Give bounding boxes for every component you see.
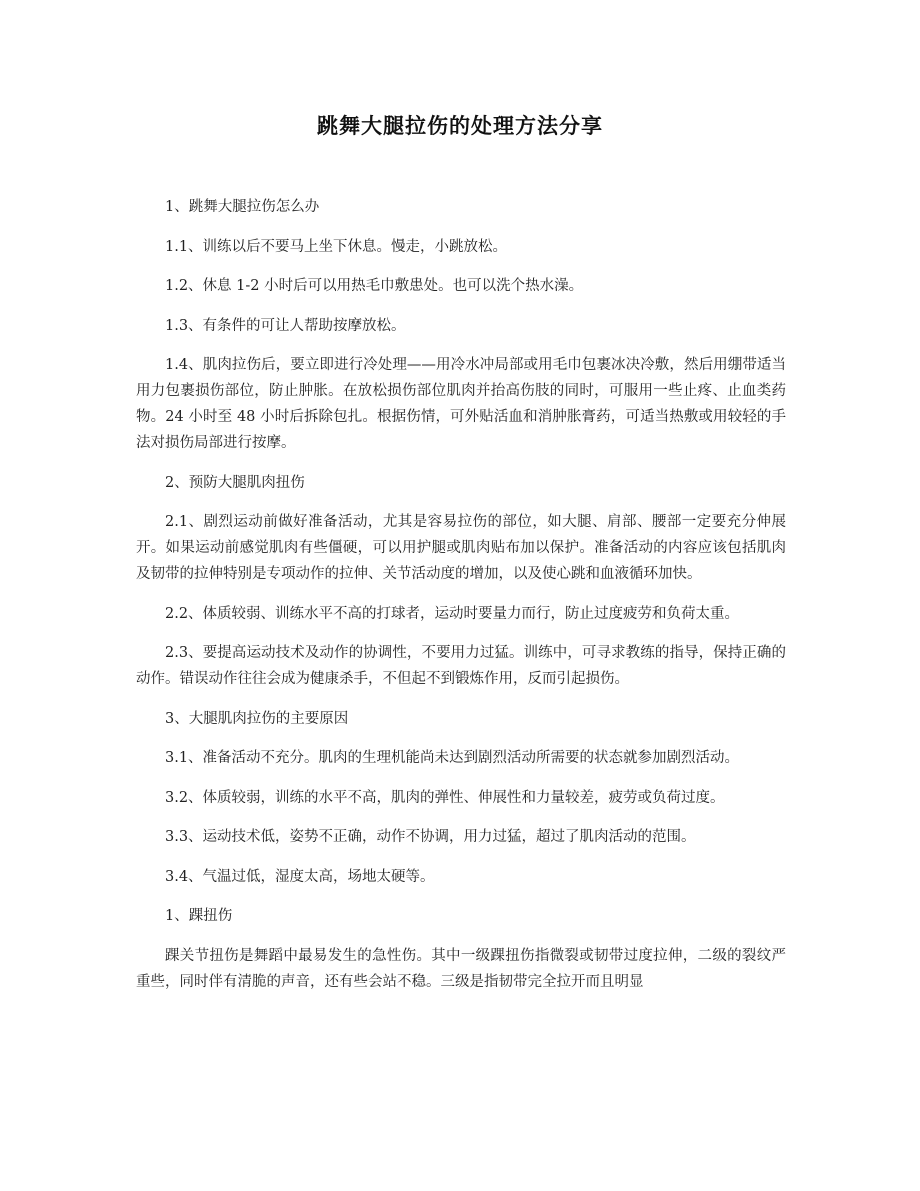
paragraph-1-3: 1.3、有条件的可让人帮助按摩放松。 — [165, 317, 406, 334]
paragraph-1-1: 1.1、训练以后不要马上坐下休息。慢走，小跳放松。 — [165, 238, 508, 255]
paragraph-1-2: 1.2、休息 1-2 小时后可以用热毛巾敷患处。也可以洗个热水澡。 — [165, 278, 584, 294]
paragraph-ankle-sprain: 踝关节扭伤是舞蹈中最易发生的急性伤。其中一级踝扭伤指微裂或韧带过度拉伸，二级的裂纹严重些，同时伴有清脆的声音，还有些会站不稳。三级是指韧带完全拉开而且明显 — [136, 947, 786, 990]
paragraph-1-4: 1.4、肌肉拉伤后，要立即进行冷处理——用冷水冲局部或用毛巾包裹冰决冷敷，然后用绷带适当用力包裹损伤部位，防止肿胀。在放松损伤部位肌肉并抬高伤肢的同时，可服用一些止疼、止血类药物。24 小时至 48 小时后拆除包扎。根据伤情，可外贴活血和消肿胀膏药，可适当热敷或用较轻的手法对损伤局部进行按摩。 — [136, 357, 786, 451]
paragraph-2-1: 2.1、剧烈运动前做好准备活动，尤其是容易拉伤的部位，如大腿、肩部、腰部一定要充分伸展开。如果运动前感觉肌肉有些僵硬，可以用护腿或肌肉贴布加以保护。准备活动的内容应该包括肌肉及韧带的拉伸特别是专项动作的拉伸、关节活动度的增加，以及使心跳和血液循环加快。 — [136, 514, 786, 582]
article-body — [136, 194, 786, 1008]
paragraph-2-2: 2.2、体质较弱、训练水平不高的打球者，运动时要量力而行，防止过度疲劳和负荷太重。 — [165, 605, 740, 622]
heading-3: 3、大腿肌肉拉伤的主要原因 — [165, 710, 349, 727]
page-title: 跳舞大腿拉伤的处理方法分享 — [317, 114, 603, 138]
heading-2: 2、预防大腿肌肉扭伤 — [165, 474, 305, 491]
paragraph-3-3: 3.3、运动技术低，姿势不正确，动作不协调，用力过猛，超过了肌肉活动的范围。 — [165, 829, 696, 845]
paragraph-2-3: 2.3、要提高运动技术及动作的协调性，不要用力过猛。训练中，可寻求教练的指导，保持正确的动作。错误动作往往会成为健康杀手，不但起不到锻炼作用，反而引起损伤。 — [136, 645, 786, 687]
paragraph-3-2: 3.2、体质较弱，训练的水平不高，肌肉的弹性、伸展性和力量较差，疲劳或负荷过度。 — [165, 789, 725, 806]
heading-1: 1、跳舞大腿拉伤怎么办 — [165, 199, 320, 215]
heading-ankle-sprain: 1、踝扭伤 — [165, 908, 233, 924]
paragraph-3-1: 3.1、准备活动不充分。肌肉的生理机能尚未达到剧烈活动所需要的状态就参加剧烈活动。 — [165, 750, 740, 766]
paragraph-3-4: 3.4、气温过低，湿度太高，场地太硬等。 — [165, 868, 435, 885]
